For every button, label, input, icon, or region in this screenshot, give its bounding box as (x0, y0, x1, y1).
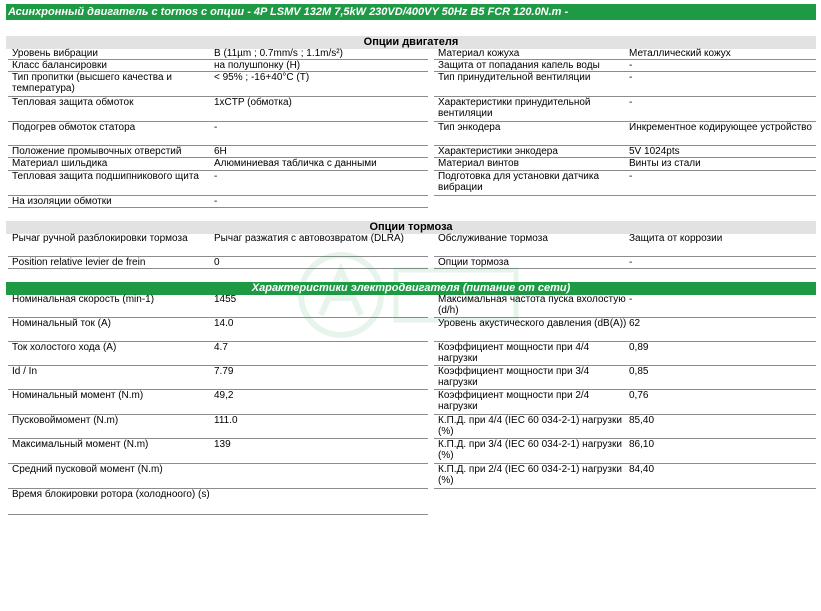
table-row (6, 294, 816, 318)
right-cell-group (434, 60, 816, 72)
right-cell-group (434, 257, 816, 269)
left-cell-group (8, 366, 428, 390)
electrical-header: Характеристики электродвигателя (питание от сети) (6, 282, 816, 295)
row-value: - (629, 72, 633, 83)
row-label: Номинальный ток (A) (12, 318, 111, 329)
right-cell-group (434, 439, 816, 464)
row-value: - (629, 97, 633, 108)
left-cell-group (8, 60, 428, 72)
row-label: Номинальный момент (N.m) (12, 390, 144, 401)
row-value: 49,2 (214, 390, 234, 401)
row-label: Уровень акустического давления (dB(A)) (438, 318, 627, 329)
left-cell-group (8, 146, 428, 158)
row-value: 62 (629, 318, 641, 329)
row-value: 0,89 (629, 342, 649, 353)
row-value: 0,85 (629, 366, 649, 377)
row-label: Уровень вибрации (12, 48, 98, 59)
row-label: Подготовка для установки датчика вибрации (438, 171, 600, 193)
row-label: Защита от попадания капель воды (438, 60, 600, 71)
right-cell-group (434, 294, 816, 318)
row-label: Position relative levier de frein (12, 257, 146, 268)
row-label: Подогрев обмоток статора (12, 122, 136, 133)
row-value: - (629, 171, 633, 182)
left-cell-group (8, 390, 428, 415)
table-row (6, 171, 816, 196)
row-value: 1xCTP (обмотка) (214, 97, 292, 108)
row-label: Тип принудительной вентиляции (438, 72, 591, 83)
row-value: - (629, 60, 633, 71)
row-label: Коэффициент мощности при 4/4 нагрузки (438, 342, 590, 364)
row-value: B (11µm ; 0.7mm/s ; 1.1m/s²) (214, 48, 343, 59)
table-row (6, 257, 816, 269)
right-cell-group (434, 342, 816, 366)
row-label: Опции тормоза (438, 257, 509, 268)
table-row (6, 122, 816, 146)
row-value: Металлический кожух (629, 48, 731, 59)
motor-options-header: Опции двигателя (6, 36, 816, 49)
row-label: На изоляции обмотки (12, 196, 112, 207)
table-row (6, 196, 816, 208)
row-label: К.П.Д. при 2/4 (IEC 60 034-2-1) нагрузки (%) (438, 464, 622, 486)
row-value: Защита от коррозии (629, 233, 723, 244)
row-label: Материал винтов (438, 158, 519, 169)
table-row (6, 464, 816, 489)
row-value: 139 (214, 439, 231, 450)
left-cell-group (8, 294, 428, 318)
right-cell-group (434, 48, 816, 60)
row-label: Характеристики энкодера (438, 146, 558, 157)
table-row (6, 415, 816, 439)
right-cell-group (434, 72, 816, 97)
right-cell-group (434, 146, 816, 158)
row-label: Id / In (12, 366, 38, 377)
row-label: Тепловая защита обмоток (12, 97, 134, 108)
right-cell-group (434, 318, 816, 342)
left-cell-group (8, 318, 428, 342)
row-value: 84,40 (629, 464, 655, 475)
row-label: Тип пропитки (высшего качества и температура) (12, 72, 172, 94)
row-value: - (629, 257, 633, 268)
row-label: К.П.Д. при 4/4 (IEC 60 034-2-1) нагрузки (%) (438, 415, 622, 437)
row-value: 86,10 (629, 439, 655, 450)
table-row (6, 439, 816, 464)
row-label: Время блокировки ротора (холодноого) (s) (12, 489, 210, 500)
left-cell-group (8, 122, 428, 146)
row-value: 7.79 (214, 366, 234, 377)
row-value: 111.0 (214, 415, 238, 426)
row-value: < 95% ; -16+40°C (T) (214, 72, 310, 83)
table-row (6, 97, 816, 122)
row-value: 1455 (214, 294, 237, 305)
row-label: Средний пусковой момент (N.m) (12, 464, 163, 475)
row-label: Коэффициент мощности при 2/4 нагрузки (438, 390, 590, 412)
table-row (6, 342, 816, 366)
left-cell-group (8, 171, 428, 196)
left-cell-group (8, 489, 428, 515)
left-cell-group (8, 439, 428, 464)
row-label: Обслуживание тормоза (438, 233, 548, 244)
row-value: на полушпонку (H) (214, 60, 301, 71)
page-title: Асинхронный двигатель с tormos с опции - 4P LSMV 132M 7,5kW 230VD/400VY 50Hz B5 FCR 120.0N.m - (6, 4, 816, 20)
table-row (6, 233, 816, 257)
row-value: 5V 1024pts (629, 146, 680, 157)
row-value: 0 (214, 257, 220, 268)
row-label: Максимальный момент (N.m) (12, 439, 149, 450)
row-value: 0,76 (629, 390, 649, 401)
table-row (6, 72, 816, 97)
left-cell-group (8, 196, 428, 208)
row-value: 85,40 (629, 415, 655, 426)
table-row (6, 390, 816, 415)
row-label: Пусковоймомент (N.m) (12, 415, 119, 426)
row-label: Рычаг ручной разблокировки тормоза (12, 233, 188, 244)
row-value: 4.7 (214, 342, 228, 353)
row-value: Алюминиевая табличка с данными (214, 158, 377, 169)
left-cell-group (8, 97, 428, 122)
row-value: - (214, 122, 218, 133)
right-cell-group (434, 390, 816, 415)
row-label: Ток холостого хода (A) (12, 342, 117, 353)
row-label: Материал шильдика (12, 158, 108, 169)
row-label: К.П.Д. при 3/4 (IEC 60 034-2-1) нагрузки (%) (438, 439, 622, 461)
row-value: 6H (214, 146, 227, 157)
row-value: Винты из стали (629, 158, 701, 169)
table-row (6, 158, 816, 171)
right-cell-group (434, 171, 816, 196)
table-row (6, 489, 816, 515)
left-cell-group (8, 257, 428, 269)
row-value: Рычаг разжатия с автовозвратом (DLRA) (214, 233, 404, 244)
left-cell-group (8, 342, 428, 366)
right-cell-group (434, 366, 816, 390)
row-value: - (629, 294, 633, 305)
brake-options-header: Опции тормоза (6, 221, 816, 234)
table-row (6, 146, 816, 158)
right-cell-group (434, 233, 816, 257)
table-row (6, 48, 816, 60)
right-cell-group (434, 464, 816, 489)
left-cell-group (8, 48, 428, 60)
row-label: Номинальная скорость (min-1) (12, 294, 155, 305)
table-row (6, 318, 816, 342)
table-row (6, 60, 816, 72)
row-value: - (214, 196, 218, 207)
row-label: Материал кожуха (438, 48, 520, 59)
left-cell-group (8, 158, 428, 171)
left-cell-group (8, 464, 428, 489)
left-cell-group (8, 233, 428, 257)
right-cell-group (434, 158, 816, 171)
row-label: Класс балансировки (12, 60, 107, 71)
right-cell-group (434, 122, 816, 146)
right-cell-group (434, 97, 816, 122)
row-label: Характеристики принудительной вентиляции (438, 97, 591, 119)
row-label: Положение промывочных отверстий (12, 146, 182, 157)
row-label: Коэффициент мощности при 3/4 нагрузки (438, 366, 590, 388)
left-cell-group (8, 415, 428, 439)
right-cell-group (434, 415, 816, 439)
row-value: 14.0 (214, 318, 234, 329)
row-label: Тип энкодера (438, 122, 501, 133)
row-value: - (214, 171, 218, 182)
row-value: Инкрементное кодирующее устройство (629, 122, 812, 133)
table-row (6, 366, 816, 390)
row-label: Тепловая защита подшипникового щита (12, 171, 199, 182)
left-cell-group (8, 72, 428, 97)
row-label: Максимальная частота пуска вхолостую (d/h) (438, 294, 626, 316)
